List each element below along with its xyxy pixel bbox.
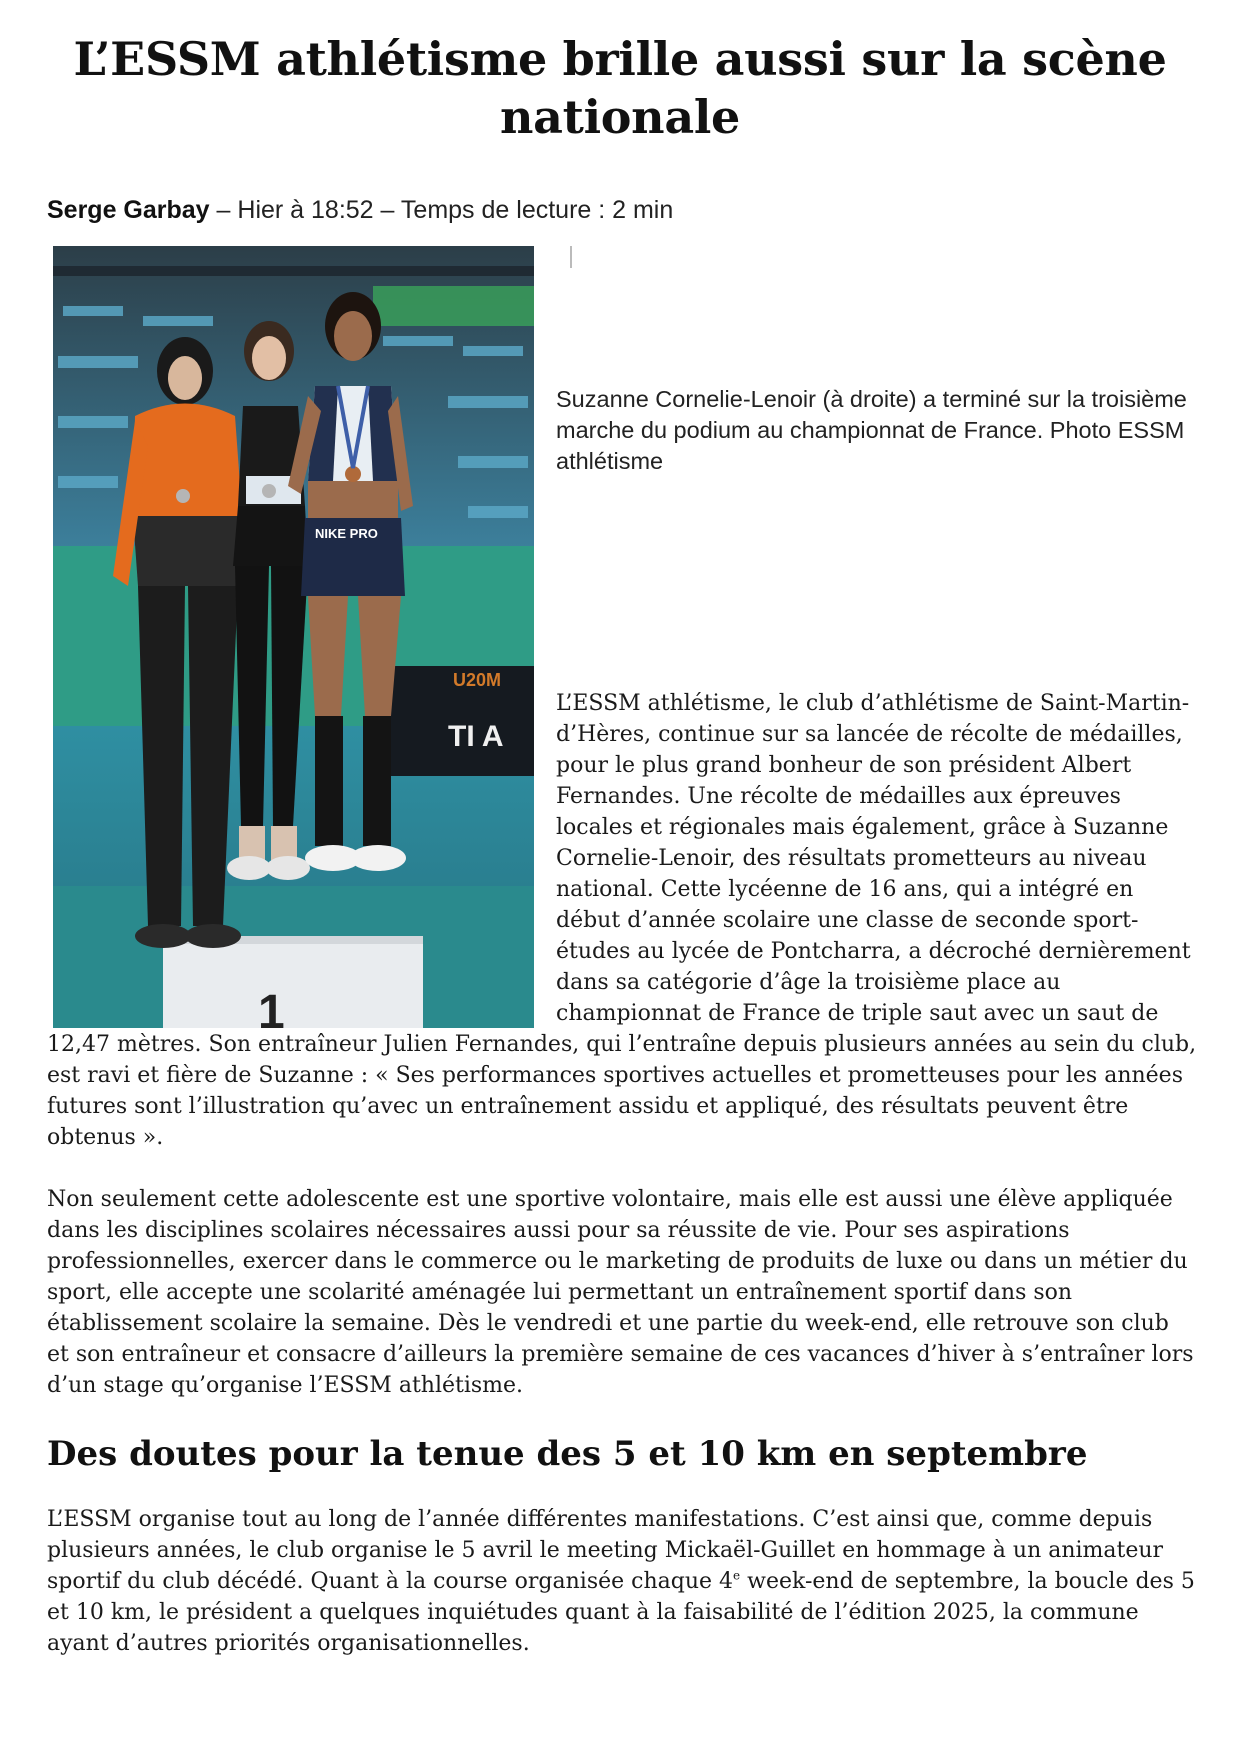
paragraph-2: Non seulement cette adolescente est une sportive volontaire, mais elle est aussi une élève appliquée dans les disciplines scolaires nécessaires aussi pour sa réussite de vie. Pour ses aspirations professionnelles, exercer dans le commerce ou le marketing de produits de luxe ou dans un métier du sport, elle accepte une scolarité aménagée lui permettant un entraînement sportif dans son établissement scolaire la semaine. Dès le vendredi et une partie du week-end, elle retrouve son club et son entraîneur et consacre d’ailleurs la première semaine de ces vacances d’hiver à s’entraîner lors d’un stage qu’organise l’ESSM athlétisme. <box>47 1187 1194 1398</box>
podium-number: 1 <box>258 986 285 1028</box>
board-text: TI A <box>448 720 504 753</box>
shorts-text: NIKE PRO <box>315 526 378 541</box>
article-meta: – Hier à 18:52 – Temps de lecture : 2 min <box>209 196 674 224</box>
article-title: L’ESSM athlétisme brille aussi sur la scène nationale <box>73 32 1167 144</box>
photo-float-spacer <box>47 688 556 1028</box>
board-signage: U20M <box>453 670 502 690</box>
paragraph-1: L’ESSM athlétisme, le club d’athlétisme de Saint-Martin-d’Hères, continue sur sa lancée de récolte de médailles, pour le plus grand bonheur de son président Albert Fernandes. Une récolte de médailles aux épreuves locales et régionales mais également, grâce à Suzanne Cornelie-Lenoir, des résultats prometteurs au niveau national. Cette lycéenne de 16 ans, qui a intégré en début d’année scolaire une classe de seconde sport-études au lycée de Pontcharra, a décroché dernièrement dans sa catégorie d’âge la troisième place au championnat de France de triple saut avec un saut de 12,47 mètres. Son entraîneur Julien Fernandes, qui l’entraîne depuis plusieurs années au sein du club, est ravi et fière de Suzanne : « Ses performances sportives actuelles et prometteuses pour les années futures sont l’illustration qu’avec un entraînement assidu et appliqué, des résultats peuvent être obtenus ». <box>47 691 1197 1150</box>
photo-caption: Suzanne Cornelie-Lenoir (à droite) a terminé sur la troisième marche du podium au championnat de France. Photo ESSM athlétisme <box>556 386 1187 474</box>
author-name[interactable]: Serge Garbay <box>47 196 210 224</box>
article-body <box>47 688 1197 1690</box>
article-byline <box>47 196 673 225</box>
vertical-divider <box>570 246 572 268</box>
paragraph-3: L’ESSM organise tout au long de l’année différentes manifestations. C’est ainsi que, comme depuis plusieurs années, le club organise le 5 avril le meeting Mickaël-Guillet en hommage à un animateur sportif du club décédé. Quant à la course organisée chaque 4e week-end de septembre, la boucle des 5 et 10 km, le président a quelques inquiétudes quant à la faisabilité de l’édition 2025, la commune ayant d’autres priorités organisationnelles. <box>47 1507 1195 1656</box>
article-subheading: Des doutes pour la tenue des 5 et 10 km en septembre <box>47 1434 1088 1474</box>
